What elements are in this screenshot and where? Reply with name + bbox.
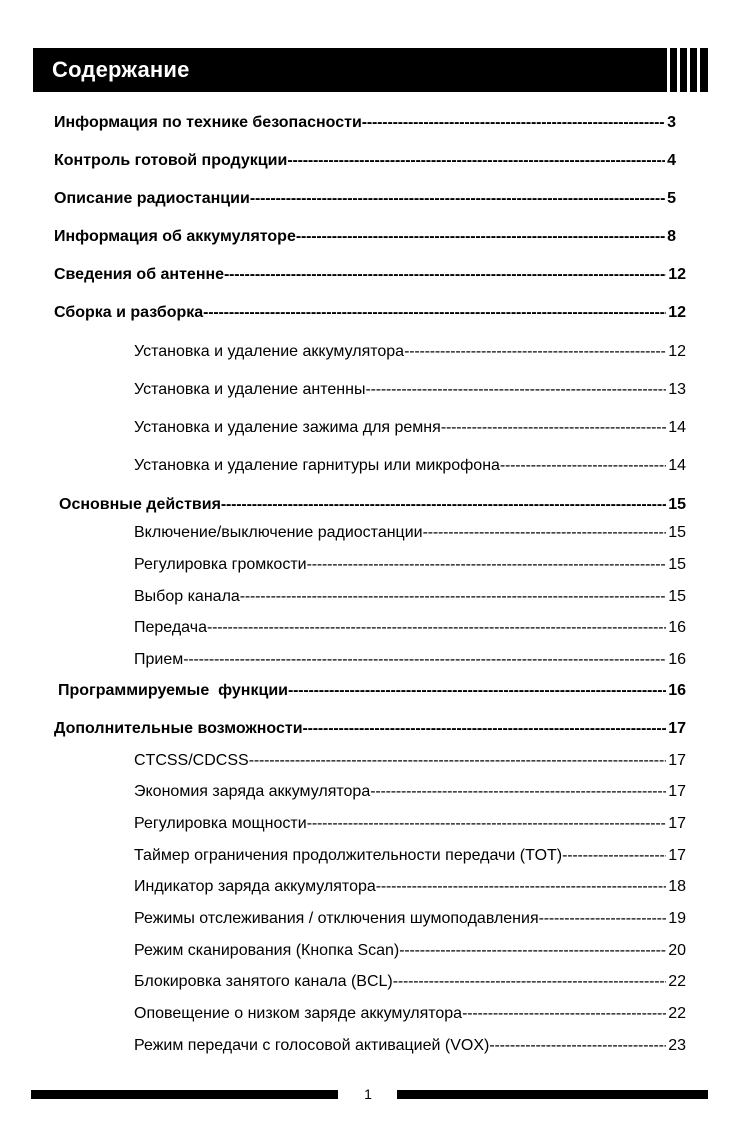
toc-leader <box>365 380 666 400</box>
toc-entry-scan[interactable] <box>134 941 686 961</box>
toc-page-number: 8 <box>667 228 676 245</box>
toc-leader <box>221 495 666 515</box>
toc-entry-battery-install[interactable] <box>134 342 686 362</box>
toc-leader <box>307 555 667 575</box>
toc-leader <box>393 972 666 992</box>
toc-entry-title: Режимы отслеживания / отключения шумоподавления <box>134 910 539 927</box>
toc-leader <box>462 1004 666 1024</box>
toc-leader <box>539 909 667 929</box>
toc-page-number: 15 <box>668 556 686 573</box>
page-title: Содержание <box>52 57 190 82</box>
toc-page-number: 17 <box>668 752 686 769</box>
toc-entry-title: Дополнительные возможности <box>54 720 303 737</box>
toc-entry-additional-features[interactable] <box>54 719 686 739</box>
toc-page-number: 15 <box>668 524 686 541</box>
toc-leader <box>362 113 665 133</box>
toc-entry-belt-clip-install[interactable] <box>134 418 686 438</box>
toc-entry-title: Установка и удаление зажима для ремня <box>134 419 441 436</box>
toc-entry-title: Программируемые функции <box>58 682 288 699</box>
toc-entry-title: Таймер ограничения продолжительности передачи (TOT) <box>134 847 563 864</box>
toc-entry-antenna-install[interactable] <box>134 380 686 400</box>
toc-leader <box>183 650 666 670</box>
toc-entry-programmable-functions[interactable] <box>58 681 686 701</box>
toc-page-number: 12 <box>668 343 686 360</box>
toc-entry-title: Основные действия <box>59 496 221 513</box>
toc-page-number: 16 <box>668 651 686 668</box>
toc-entry-title: Режим сканирования (Кнопка Scan) <box>134 942 400 959</box>
toc-page-number: 15 <box>668 496 686 513</box>
toc-page-number: 17 <box>668 720 686 737</box>
toc-entry-title: Экономия заряда аккумулятора <box>134 783 371 800</box>
toc-entry-receive[interactable] <box>134 650 686 670</box>
toc-page-number: 19 <box>668 910 686 927</box>
toc-entry-title: Регулировка громкости <box>134 556 307 573</box>
toc-leader <box>441 418 666 438</box>
toc-entry-title: CTCSS/CDCSS <box>134 752 249 769</box>
toc-entry-transmit[interactable] <box>134 618 686 638</box>
toc-entry-title: Сборка и разборка <box>54 304 204 321</box>
toc-entry-battery-indicator[interactable] <box>134 877 686 897</box>
toc-entry-title: Сведения об антенне <box>54 266 225 283</box>
toc-leader <box>307 814 667 834</box>
toc-entry-ctcss[interactable] <box>134 751 686 771</box>
toc-entry-battery-info[interactable] <box>54 227 676 247</box>
toc-entry-safety[interactable] <box>54 113 676 133</box>
toc-page-number: 18 <box>668 878 686 895</box>
toc-entry-bcl[interactable] <box>134 972 686 992</box>
toc-leader <box>250 189 665 209</box>
footer-bar-right <box>397 1090 708 1099</box>
toc-entry-assembly[interactable] <box>54 303 686 323</box>
toc-entry-power-adjust[interactable] <box>134 814 686 834</box>
toc-leader <box>288 681 666 701</box>
toc-entry-low-battery-alert[interactable] <box>134 1004 686 1024</box>
toc-leader <box>303 719 667 739</box>
toc-entry-headset-install[interactable] <box>134 456 686 476</box>
toc-entry-title: Блокировка занятого канала (BCL) <box>134 973 393 990</box>
toc-page-number: 22 <box>668 1005 686 1022</box>
toc-leader <box>224 265 666 285</box>
toc-page-number: 12 <box>668 266 686 283</box>
toc-entry-tot[interactable] <box>134 846 686 866</box>
toc-entry-antenna-info[interactable] <box>54 265 686 285</box>
toc-entry-title: Оповещение о низком заряде аккумулятора <box>134 1005 463 1022</box>
toc-entry-title: Установка и удаление гарнитуры или микрофона <box>134 457 500 474</box>
toc-entry-basic-operations[interactable] <box>59 495 686 515</box>
toc-page-number: 17 <box>668 815 686 832</box>
toc-page-number: 13 <box>668 381 686 398</box>
toc-leader <box>562 846 666 866</box>
toc-entry-title: Информация по технике безопасности <box>54 114 362 131</box>
toc-page-number: 3 <box>667 114 676 131</box>
toc-leader <box>500 456 666 476</box>
toc-page-number: 14 <box>668 419 686 436</box>
toc-leader <box>207 618 666 638</box>
toc-page-number: 20 <box>668 942 686 959</box>
header-stripe-1 <box>667 48 670 92</box>
toc-entry-title: Контроль готовой продукции <box>54 152 288 169</box>
toc-entry-battery-save[interactable] <box>134 782 686 802</box>
toc-leader <box>404 342 666 362</box>
header-stripe-2 <box>677 48 680 92</box>
toc-entry-squelch[interactable] <box>134 909 686 929</box>
toc-entry-vox[interactable] <box>134 1036 686 1056</box>
toc-entry-quality-control[interactable] <box>54 151 676 171</box>
toc-entry-channel-select[interactable] <box>134 587 686 607</box>
toc-page-number: 23 <box>668 1037 686 1054</box>
toc-page-number: 5 <box>667 190 676 207</box>
toc-entry-power-on-off[interactable] <box>134 523 686 543</box>
toc-entry-title: Прием <box>134 651 184 668</box>
toc-leader <box>399 941 666 961</box>
toc-leader <box>423 523 667 543</box>
toc-entry-title: Описание радиостанции <box>54 190 250 207</box>
toc-entry-title: Информация об аккумуляторе <box>54 228 296 245</box>
toc-page-number: 22 <box>668 973 686 990</box>
toc-entry-title: Режим передачи с голосовой активацией (VOX) <box>134 1037 490 1054</box>
toc-leader <box>249 751 667 771</box>
toc-entry-title: Индикатор заряда аккумулятора <box>134 878 376 895</box>
toc-entry-title: Установка и удаление антенны <box>134 381 366 398</box>
toc-entry-radio-description[interactable] <box>54 189 676 209</box>
toc-page-number: 14 <box>668 457 686 474</box>
toc-entry-title: Регулировка мощности <box>134 815 307 832</box>
header-stripe-4 <box>697 48 700 92</box>
toc-entry-title: Включение/выключение радиостанции <box>134 524 423 541</box>
footer-bar-left <box>31 1090 338 1099</box>
toc-leader <box>489 1036 666 1056</box>
toc-page-number: 17 <box>668 847 686 864</box>
toc-entry-volume[interactable] <box>134 555 686 575</box>
toc-leader <box>240 587 666 607</box>
toc-entry-title: Выбор канала <box>134 588 240 605</box>
toc-entry-title: Установка и удаление аккумулятора <box>134 343 405 360</box>
toc-leader <box>287 151 665 171</box>
page-number: 1 <box>364 1086 372 1102</box>
toc-page-number: 17 <box>668 783 686 800</box>
header-stripe-3 <box>687 48 690 92</box>
toc-leader <box>376 877 666 897</box>
toc-page-number: 15 <box>668 588 686 605</box>
toc-page-number: 16 <box>668 619 686 636</box>
toc-leader <box>203 303 666 323</box>
toc-page-number: 4 <box>667 152 676 169</box>
toc-page-number: 12 <box>668 304 686 321</box>
toc-leader <box>370 782 666 802</box>
toc-entry-title: Передача <box>134 619 207 636</box>
toc-page-number: 16 <box>668 682 686 699</box>
toc-leader <box>296 227 665 247</box>
